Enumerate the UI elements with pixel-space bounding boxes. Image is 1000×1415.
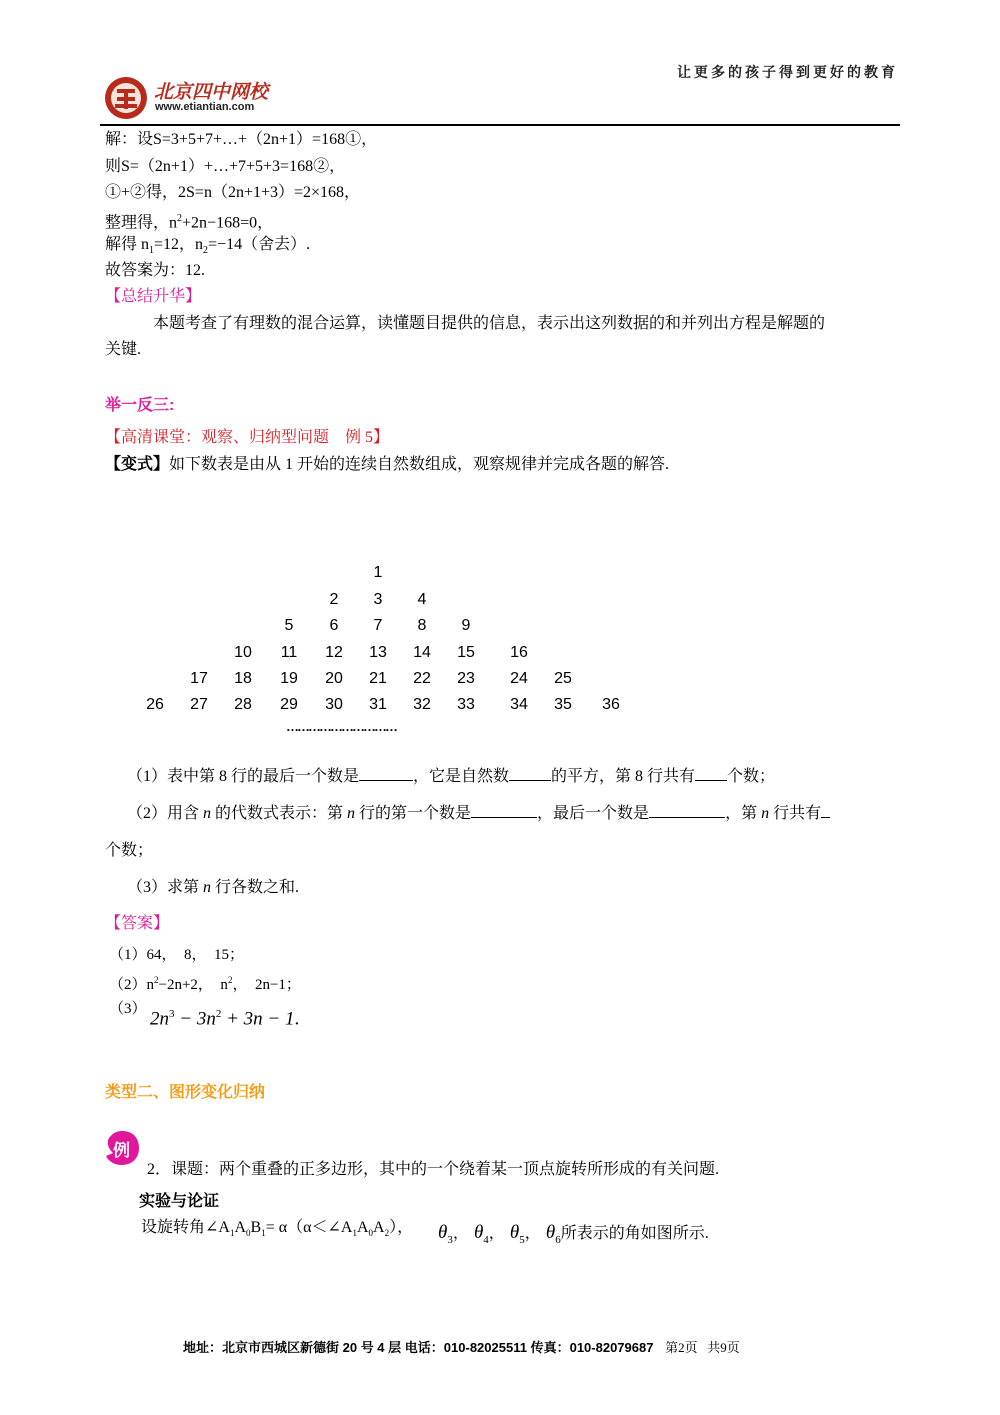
table-number: 24 <box>510 670 528 687</box>
variant-label: 【变式】 <box>105 456 170 473</box>
question-3: （3）求第 n 行各数之和. <box>127 879 300 896</box>
answer-blank[interactable] <box>509 766 551 781</box>
summary-body-line-2: 关键. <box>105 341 142 358</box>
table-number: 4 <box>417 591 427 608</box>
table-number: 25 <box>554 670 572 687</box>
solution-solve: 解得 $n_1=12$，$n_2=-14$（舍去）. <box>105 236 311 257</box>
question-1: （1）表中第 8 行的最后一个数是 ，它是自然数 的平方，第 8 行共有 个数； <box>127 768 776 785</box>
table-number: 16 <box>510 644 528 661</box>
table-number: 3 <box>373 591 383 608</box>
answer-2: $(2)n^2-2n+2$， $n^2$， 2n−1； <box>109 975 301 993</box>
table-number: 12 <box>325 644 343 661</box>
answer-3-formula: $2n^3 - 3n^2 + 3n - 1$. <box>150 1008 300 1030</box>
header-slogan: 让更多的孩子得到更好的教育 <box>677 64 898 80</box>
answer-blank[interactable] <box>695 766 727 781</box>
solution-simplify: 整理得，$n^2+2n-168=0$， <box>105 213 274 232</box>
answer-blank[interactable] <box>649 803 725 818</box>
variant-statement: 【变式】如下数表是由从 1 开始的连续自然数组成，观察规律并完成各题的解答. <box>105 456 670 473</box>
table-number: 26 <box>146 696 164 713</box>
theta-6: $\theta_6$ <box>545 1222 561 1246</box>
table-number: 31 <box>369 696 387 713</box>
table-number: 23 <box>457 670 475 687</box>
theta-4: $\theta_4$ <box>473 1222 489 1246</box>
table-number: 28 <box>234 696 252 713</box>
table-number: 17 <box>190 670 208 687</box>
answer-3-label: （3） <box>109 1001 147 1017</box>
solution-answer: 故答案为：12. <box>105 262 206 279</box>
table-number: 5 <box>284 617 294 634</box>
theta-3: $\theta_3$ <box>438 1222 453 1246</box>
table-number: 2 <box>329 591 339 608</box>
variant-section-title: 举一反三: <box>105 397 175 414</box>
table-number: 15 <box>457 644 475 661</box>
table-number: 14 <box>413 644 431 661</box>
table-number: 8 <box>417 617 427 634</box>
solution-line-1: 解：设S=3+5+7+…+（2n+1）=168①， <box>105 131 378 148</box>
example-badge: 例 <box>103 1129 141 1167</box>
question-2: （2）用含 n 的代数式表示：第 n 行的第一个数是 ，最后一个数是 ，第 n 行共有 <box>127 803 830 824</box>
table-number: 35 <box>554 696 572 713</box>
variant-class-label: 【高清课堂：观察、归纳型问题 例 5】 <box>105 429 390 446</box>
answer-blank[interactable] <box>359 766 413 781</box>
table-number: 19 <box>280 670 298 687</box>
table-number: 1 <box>373 564 383 581</box>
type2-rotation-text: 设旋转角$\angle A_1A_0B_1=$ $\alpha(\alpha<\angle A_1A_0A_2)$， <box>141 1219 414 1239</box>
theta-angles: $\theta_3$， $\theta_4$， $\theta_5$， $\theta_6$所表示的角如图所示. <box>438 1222 709 1246</box>
logo-text: 北京四中网校 <box>154 82 269 103</box>
theta-5: $\theta_5$ <box>509 1222 525 1246</box>
table-number: 22 <box>413 670 431 687</box>
answer-heading: 【答案】 <box>105 915 170 932</box>
question-2-cont: 个数； <box>105 842 154 859</box>
table-number: 6 <box>329 617 339 634</box>
solution-line-3: ①+②得，2S=n（2n+1+3）=2×168， <box>105 184 361 201</box>
type2-title: 类型二、图形变化归纳 <box>105 1084 266 1101</box>
table-ellipsis: ………………………… <box>286 719 396 734</box>
table-number: 11 <box>280 644 298 661</box>
table-number: 21 <box>369 670 387 687</box>
type2-problem: 2．课题：两个重叠的正多边形，其中的一个绕着某一顶点旋转所形成的有关问题. <box>147 1161 720 1178</box>
table-number: 20 <box>325 670 343 687</box>
answer-blank[interactable] <box>821 803 830 818</box>
logo-url: www.etiantian.com <box>155 101 255 113</box>
page-total: 共9页 <box>707 1340 740 1355</box>
table-number: 36 <box>602 696 620 713</box>
table-number: 30 <box>325 696 343 713</box>
table-number: 32 <box>413 696 431 713</box>
type2-subheading: 实验与论证 <box>139 1193 220 1210</box>
summary-heading: 【总结升华】 <box>105 288 202 305</box>
table-number: 13 <box>369 644 387 661</box>
table-number: 34 <box>510 696 528 713</box>
table-number: 18 <box>234 670 252 687</box>
table-number: 7 <box>373 617 383 634</box>
table-number: 27 <box>190 696 208 713</box>
table-number: 10 <box>234 644 252 661</box>
page-footer: 地址：北京市西城区新德街 20 号 4 层 电话：010-82025511 传真：010-82079687 第2页 共9页 <box>183 1340 740 1355</box>
page-number: 第2页 <box>665 1340 698 1355</box>
table-number: 33 <box>457 696 475 713</box>
solution-line-2: 则S=（2n+1）+…+7+5+3=168②， <box>105 158 346 175</box>
answer-1: （1）64， 8， 15； <box>109 947 245 963</box>
summary-body-line-1: 本题考查了有理数的混合运算，读懂题目提供的信息，表示出这列数据的和并列出方程是解题的 <box>153 315 826 332</box>
answer-blank[interactable] <box>471 803 537 818</box>
table-number: 29 <box>280 696 298 713</box>
table-number: 9 <box>461 617 471 634</box>
